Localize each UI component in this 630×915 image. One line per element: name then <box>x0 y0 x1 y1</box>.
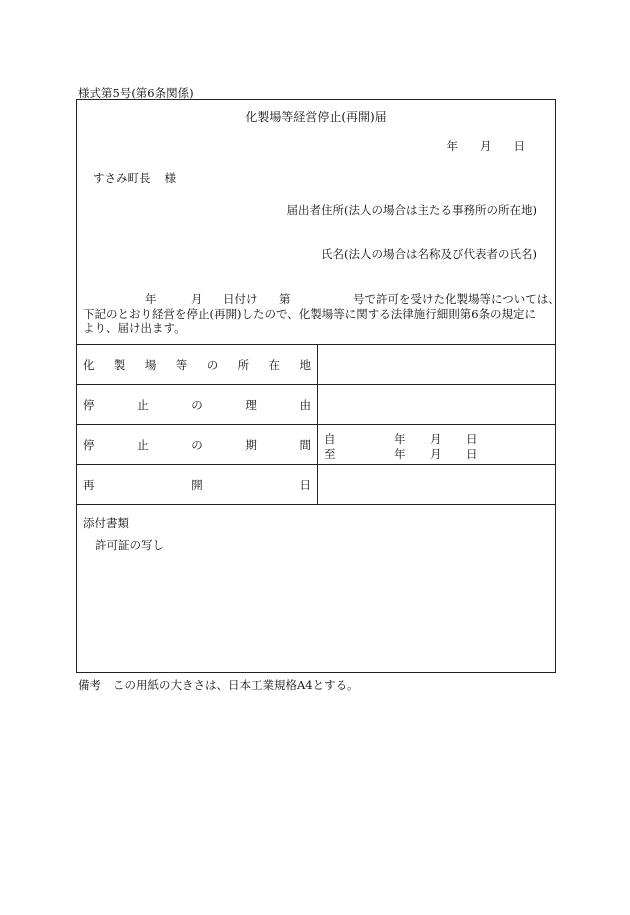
row-facility-location <box>77 344 555 384</box>
column-divider <box>317 385 318 424</box>
body-month: 月 <box>191 292 203 306</box>
attachment-item: 許可証の写し <box>95 538 164 552</box>
body-dated: 日付け <box>223 292 258 306</box>
declaration-line-3: より、届け出ます。 <box>83 321 186 335</box>
facility-location-field[interactable] <box>324 345 555 384</box>
suspension-reason-label: 停 止 の 理 由 <box>83 397 311 412</box>
column-divider <box>317 425 318 464</box>
form-title: 化製場等経営停止(再開)届 <box>245 110 387 124</box>
applicant-name-label: 氏名(法人の場合は名称及び代表者の氏名) <box>321 247 537 261</box>
suspension-period-field[interactable] <box>324 425 555 464</box>
date-month: 月 <box>480 139 492 153</box>
declaration-line-2: 下記のとおり経営を停止(再開)したので、化製場等に関する法律施行細則第6条の規定に <box>83 306 537 321</box>
suspension-reason-field[interactable] <box>324 385 555 424</box>
details-table <box>77 344 555 504</box>
column-divider <box>317 345 318 384</box>
remarks-label: 備考 <box>78 678 101 692</box>
period-to: 至 年 月 日 <box>324 447 478 461</box>
form-frame <box>76 99 560 673</box>
period-from: 自 年 月 日 <box>324 432 478 446</box>
declaration-text <box>83 292 560 336</box>
attachments-section <box>77 504 555 552</box>
row-reopening-date <box>77 464 555 504</box>
recipient-name: すさみ町長 <box>93 171 151 185</box>
attachments-heading: 添付書類 <box>83 516 129 530</box>
row-suspension-reason <box>77 384 555 424</box>
submission-date <box>447 138 526 154</box>
form-number-label: 様式第5号(第6条関係) <box>78 86 194 100</box>
reopening-date-label: 再 開 日 <box>83 477 311 492</box>
row-suspension-period <box>77 424 555 464</box>
recipient-honorific: 様 <box>164 171 176 185</box>
declaration-line-1 <box>83 292 560 307</box>
date-day: 日 <box>513 139 525 153</box>
facility-location-label: 化 製 場 等 の 所 在 地 <box>83 357 311 372</box>
date-year: 年 <box>446 139 458 153</box>
body-number-prefix: 第 <box>279 292 291 306</box>
reopening-date-field[interactable] <box>324 465 555 504</box>
body-year: 年 <box>145 292 157 306</box>
column-divider <box>317 465 318 504</box>
recipient <box>93 170 176 186</box>
remarks-text: この用紙の大きさは、日本工業規格A4とする。 <box>113 678 359 692</box>
remarks <box>78 677 359 693</box>
applicant-address-label: 届出者住所(法人の場合は主たる事務所の所在地) <box>286 203 537 217</box>
suspension-period-label: 停 止 の 期 間 <box>83 437 311 452</box>
body-line1-rest: 号で許可を受けた化製場等については、 <box>353 292 560 306</box>
